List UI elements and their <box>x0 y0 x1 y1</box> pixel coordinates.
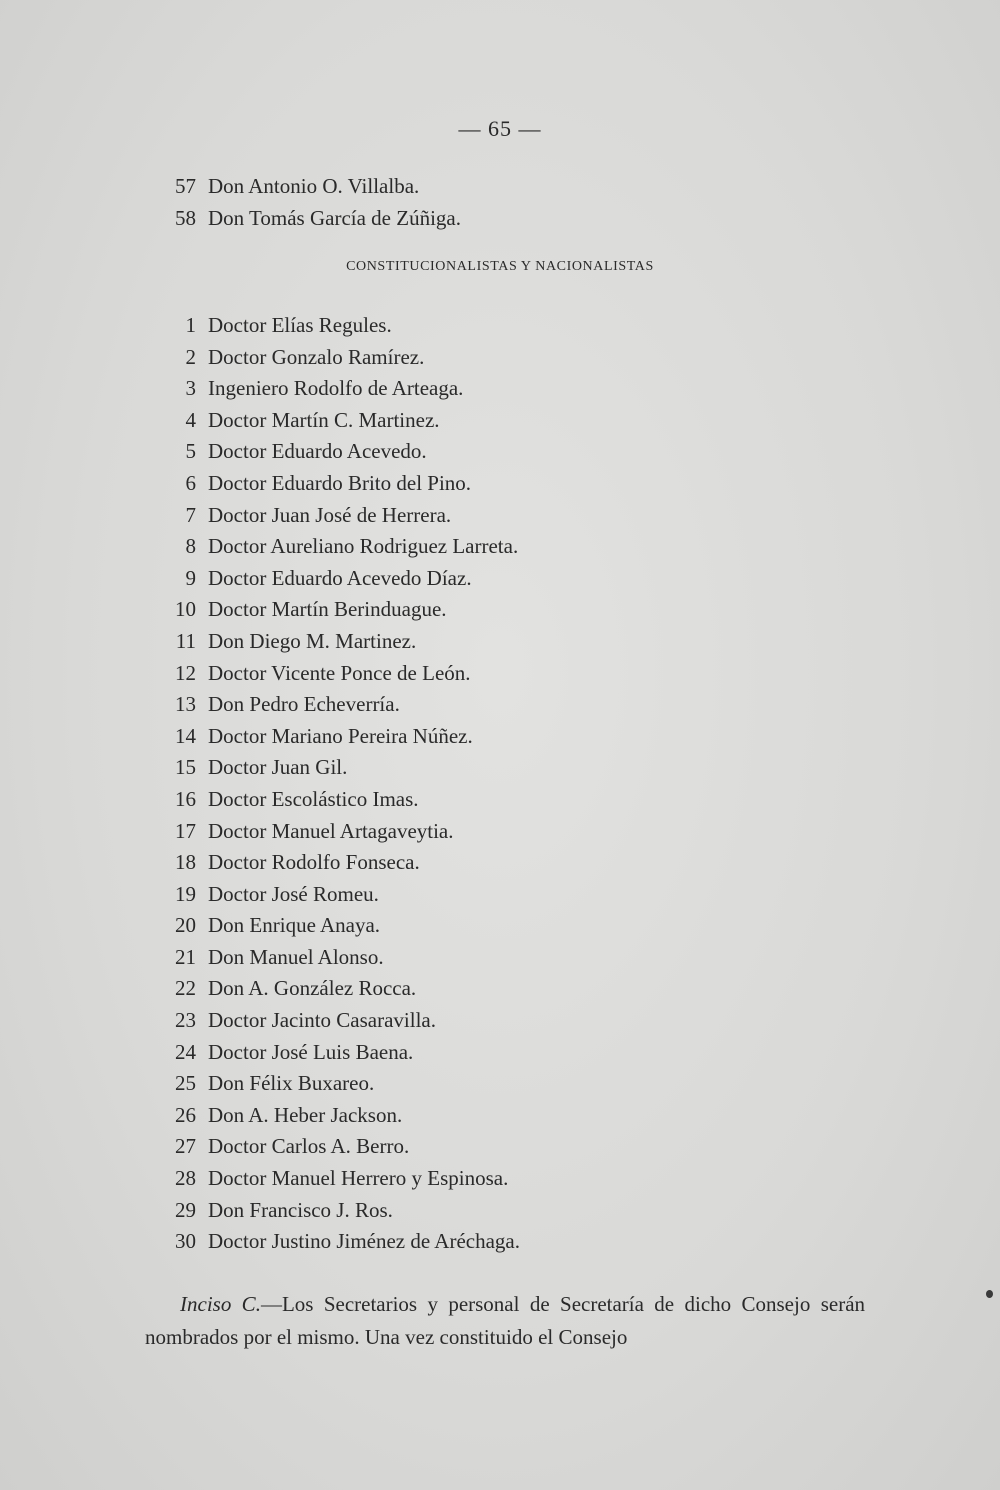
entry-name: Doctor Martín C. Martinez. <box>208 407 440 432</box>
entry-number: 12 <box>175 660 196 685</box>
entry-number: 8 <box>185 534 196 559</box>
list-item <box>150 689 520 721</box>
list-item <box>150 531 520 563</box>
list-item <box>150 784 520 816</box>
entry-number: 7 <box>185 502 196 527</box>
list-item <box>150 563 520 595</box>
list-item <box>150 342 520 374</box>
inciso-text: —Los Secretarios y personal de Secretaría de dicho Consejo serán nombrados por el mismo. Una vez constituido el Consejo <box>145 1292 866 1349</box>
entry-number: 2 <box>185 344 196 369</box>
member-list <box>150 310 520 1258</box>
list-item <box>150 973 520 1005</box>
entry-number: 23 <box>175 1008 196 1033</box>
list-item <box>150 626 520 658</box>
entry-name: Don Pedro Echeverría. <box>208 692 400 717</box>
entry-name: Doctor Carlos A. Berro. <box>208 1134 410 1159</box>
entry-number: 1 <box>185 313 196 337</box>
entry-number: 13 <box>175 692 196 717</box>
list-item <box>150 847 520 879</box>
entry-number: 30 <box>175 1229 196 1254</box>
page-number: — 65 — <box>458 116 542 141</box>
entry-number: 26 <box>175 1102 196 1127</box>
list-item <box>150 405 520 437</box>
entry-number: 9 <box>185 565 196 590</box>
inciso-paragraph <box>145 1288 865 1354</box>
list-item <box>150 721 520 753</box>
entry-number: 10 <box>175 597 196 622</box>
entry-name: Doctor Martín Berinduague. <box>208 597 447 622</box>
list-item <box>150 910 520 942</box>
entry-name: Don Manuel Alonso. <box>208 944 384 969</box>
entry-number: 18 <box>175 850 196 875</box>
entry-number: 24 <box>175 1039 196 1064</box>
list-item <box>150 1100 520 1132</box>
entry-name: Don Diego M. Martinez. <box>208 628 417 653</box>
entry-name: Don Félix Buxareo. <box>208 1071 375 1096</box>
list-item <box>150 942 520 974</box>
list-item <box>150 373 520 405</box>
entry-number: 5 <box>185 439 196 464</box>
list-item <box>150 816 520 848</box>
entry-name: Doctor José Romeu. <box>208 881 379 906</box>
entry-name: Doctor Eduardo Brito del Pino. <box>208 470 472 495</box>
list-item <box>150 171 461 203</box>
entry-number: 25 <box>175 1071 196 1096</box>
entry-name: Doctor Manuel Artagaveytia. <box>208 818 454 843</box>
list-item <box>150 1005 520 1037</box>
list-item <box>150 1163 520 1195</box>
entry-name: Doctor Mariano Pereira Núñez. <box>208 723 473 748</box>
entry-name: Doctor Vicente Ponce de León. <box>208 660 471 685</box>
list-item <box>150 1037 520 1069</box>
inciso-label: Inciso C. <box>180 1292 261 1316</box>
list-item <box>150 1068 520 1100</box>
entry-number: 15 <box>175 755 196 780</box>
entry-name: Doctor Manuel Herrero y Espinosa. <box>208 1166 509 1191</box>
entry-number: 4 <box>185 407 196 432</box>
entry-number: 11 <box>175 628 196 653</box>
list-item <box>150 436 520 468</box>
list-item <box>150 879 520 911</box>
entry-number: 58 <box>175 205 196 230</box>
list-item <box>150 468 520 500</box>
list-item <box>150 594 520 626</box>
list-item <box>150 1195 520 1227</box>
entry-number: 27 <box>175 1134 196 1159</box>
entry-number: 14 <box>175 723 196 748</box>
entry-name: Doctor Juan José de Herrera. <box>208 502 452 527</box>
list-item <box>150 1131 520 1163</box>
entry-name: Don Antonio O. Villalba. <box>208 174 420 198</box>
list-item <box>150 500 520 532</box>
entry-name: Doctor Elías Regules. <box>208 313 392 337</box>
entry-name: Doctor José Luis Baena. <box>208 1039 414 1064</box>
entry-number: 16 <box>175 786 196 811</box>
entry-name: Doctor Gonzalo Ramírez. <box>208 344 425 369</box>
top-entry-list <box>150 171 461 234</box>
entry-name: Don Enrique Anaya. <box>208 913 381 938</box>
entry-name: Doctor Justino Jiménez de Aréchaga. <box>208 1229 520 1254</box>
entry-number: 19 <box>175 881 196 906</box>
list-item <box>150 752 520 784</box>
entry-name: Doctor Eduardo Acevedo Díaz. <box>208 565 472 590</box>
entry-name: Doctor Rodolfo Fonseca. <box>208 850 420 875</box>
entry-name: Doctor Eduardo Acevedo. <box>208 439 427 464</box>
entry-number: 3 <box>185 376 196 401</box>
list-item <box>150 310 520 342</box>
entry-number: 28 <box>175 1166 196 1191</box>
entry-number: 17 <box>175 818 196 843</box>
entry-name: Don A. González Rocca. <box>208 976 417 1001</box>
entry-name: Doctor Escolástico Imas. <box>208 786 419 811</box>
list-item <box>150 203 461 235</box>
entry-name: Doctor Aureliano Rodriguez Larreta. <box>208 534 519 559</box>
margin-ink-spot <box>986 1290 993 1298</box>
entry-name: Don A. Heber Jackson. <box>208 1102 403 1127</box>
section-heading: CONSTITUCIONALISTAS Y NACIONALISTAS <box>346 259 654 274</box>
entry-number: 20 <box>175 913 196 938</box>
list-item <box>150 1226 520 1258</box>
entry-name: Ingeniero Rodolfo de Arteaga. <box>208 376 464 401</box>
list-item <box>150 658 520 690</box>
entry-name: Doctor Juan Gil. <box>208 755 348 780</box>
entry-name: Don Tomás García de Zúñiga. <box>208 205 461 230</box>
entry-name: Doctor Jacinto Casaravilla. <box>208 1008 437 1033</box>
entry-number: 57 <box>175 174 196 198</box>
entry-number: 6 <box>185 470 196 495</box>
entry-name: Don Francisco J. Ros. <box>208 1197 393 1222</box>
entry-number: 21 <box>175 944 196 969</box>
entry-number: 22 <box>175 976 196 1001</box>
entry-number: 29 <box>175 1197 196 1222</box>
